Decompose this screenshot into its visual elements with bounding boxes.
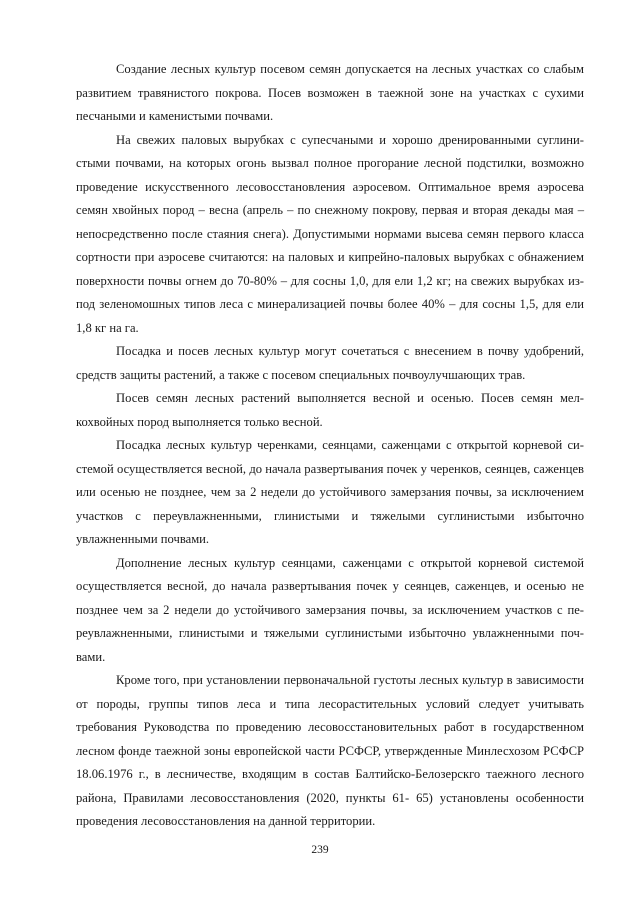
paragraph-sowing-season: Посев семян лесных растений выполняется весной и осенью. Посев семян мелкохвойных пород выполняется только весной.	[76, 391, 584, 429]
paragraph-fertilizers: Посадка и посев лесных культур могут сочетаться с внесением в почву удобрений, средств защиты растений, а также с посевом специальных почвоулучшающих трав.	[76, 344, 584, 382]
paragraph-aerial-seeding: На свежих паловых вырубках с супесчаными и хорошо дренированными суглинистыми почвами, на которых огонь вызвал полное прогорание лесной подстилки, возможно проведение искусственного лесовосстановления аэросевом. Оптимальное время аэросева семян хвойных пород – весна (апрель – по снежному покрову, первая и вторая декады мая – непосредственно после стаяния снега). Допустимыми нормами высева семян первого класса сортности при аэросеве считаются: на паловых и кипрейно-паловых вырубках с обнажением поверхности почвы огнем до 70-80% – для сосны 1,0, для ели 1,2 кг; на свежих вырубках из-под зеленомошных типов леса с минерализацией почвы более 40% – для сосны 1,5, для ели 1,8 кг на га.	[76, 132, 584, 335]
document-body	[76, 58, 584, 834]
page-number: 239	[311, 844, 329, 856]
paragraph-planting: Посадка лесных культур черенками, сеянцами, саженцами с открытой корневой системой осуществляется весной, до начала развертывания почек у черенков, сеянцев, саженцев или осенью не позднее, чем за 2 недели до устойчивого замерзания почвы, за исключением участков с переувлажненными, глинистыми и тяжелыми суглинистыми избыточно увлажненными почвами.	[76, 438, 584, 546]
paragraph-regulations: Кроме того, при установлении первоначальной густоты лесных культур в зависимости от породы, группы типов леса и типа лесорастительных условий следует учитывать требования Руководства по проведению лесовосстановительных работ в государственном лесном фонде таежной зоны европейской части РСФСР, утвержденные Минлесхозом РСФСР 18.06.1976 г., в лесничестве, входящим в состав Балтийско-Белозерскго таежного лесного района, Правилами лесовосстановления (2020, пункты 61- 65) установлены особенности проведения лесовосстановления на данной территории.	[76, 673, 584, 828]
paragraph-replenishment: Дополнение лесных культур сеянцами, саженцами с открытой корневой системой осуществляется весной, до начала развертывания почек у сеянцев, саженцев, и осенью не позднее чем за 2 недели до устойчивого замерзания почвы, за исключением участков с переувлажненными, глинистыми и тяжелыми суглинистыми избыточно увлажненными почвами.	[76, 555, 584, 664]
paragraph-sowing: Создание лесных культур посевом семян допускается на лесных участках со слабым развитием травянистого покрова. Посев возможен в таежной зоне на участках с сухими песчаными и каменистыми почвами.	[76, 62, 584, 123]
